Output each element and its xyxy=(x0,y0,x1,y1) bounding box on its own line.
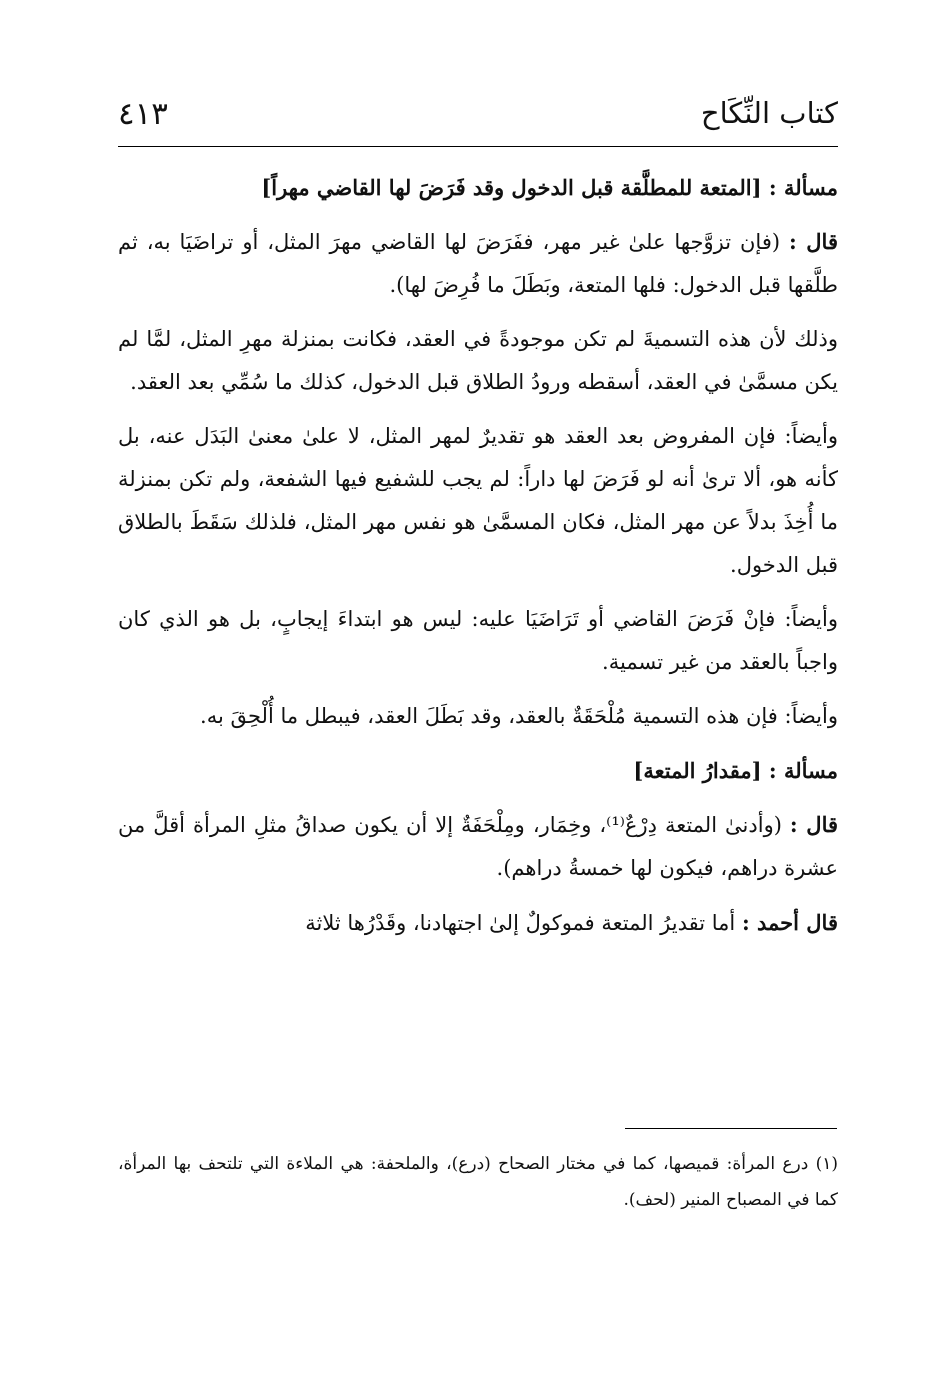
header-divider xyxy=(118,146,838,147)
paragraph-1 xyxy=(118,220,838,307)
paragraph-7 xyxy=(118,901,838,945)
paragraph-4: وأيضاً: فإنْ فَرَضَ القاضي أو تَرَاضَيَا عليه: ليس هو ابتداءَ إيجابٍ، بل هو الذي كان واجباً بالعقد من غير تسمية. xyxy=(118,607,838,674)
paragraph-1-lead: قال : xyxy=(788,229,838,254)
paragraph-1-text: (فإن تزوَّجها علىٰ غير مهر، ففَرَضَ لها القاضي مهرَ المثل، أو تراضَيَا به، ثم طلَّقها قبل الدخول: فلها المتعة، وبَطَلَ ما فُرِضَ لها). xyxy=(118,230,838,297)
paragraph-6-lead: قال : xyxy=(789,812,839,837)
section-heading-2: مسألة : [مقدارُ المتعة] xyxy=(633,758,838,783)
paragraph-6-text: (وأدنىٰ المتعة دِرْعٌ⁽¹⁾، وخِمَار، ومِلْحَفَةٌ إلا أن يكون صداقُ مثلِ المرأة أقلَّ من عشرة دراهم، فيكون لها خمسةُ دراهم). xyxy=(118,813,838,880)
paragraph-7-lead: قال أحمد : xyxy=(741,910,838,935)
footnote-divider xyxy=(625,1128,837,1129)
page-header xyxy=(118,92,838,144)
main-text xyxy=(118,166,838,956)
page-number: ٤١٣ xyxy=(118,96,168,132)
paragraph-3: وأيضاً: فإن المفروض بعد العقد هو تقديرٌ لمهر المثل، لا علىٰ معنىٰ البَدَل عنه، بل كأنه هو، ألا ترىٰ أنه لو فَرَضَ لها داراً: لم يجب للشفيع فيها الشفعة، ولم تكن بمنزلة ما أُخِذَ بدلاً عن مهر المثل، فكان المسمَّىٰ هو نفس مهر المثل، فلذلك سَقَطَ بالطلاق قبل الدخول. xyxy=(118,424,838,577)
paragraph-5: وأيضاً: فإن هذه التسمية مُلْحَقَةٌ بالعقد، وقد بَطَلَ العقد، فيبطل ما أُلْحِقَ به. xyxy=(200,704,838,728)
paragraph-7-text: أما تقديرُ المتعة فموكولٌ إلىٰ اجتهادنا، وقَدْرُها ثلاثة xyxy=(305,911,742,935)
footnote: (١) درع المرأة: قميصها، كما في مختار الصحاح (درع)، والملحفة: هي الملاءة التي تلتحف بها المرأة، كما في المصباح المنير (لحف). xyxy=(118,1154,838,1210)
section-heading-1: مسألة : [المتعة للمطلَّقة قبل الدخول وقد فَرَضَ لها القاضي مهراً] xyxy=(261,175,838,200)
paragraph-6 xyxy=(118,803,838,890)
paragraph-2: وذلك لأن هذه التسميةَ لم تكن موجودةً في العقد، فكانت بمنزلة مهرِ المثل، لمَّا لم يكن مسمَّىٰ في العقد، أسقطه ورودُ الطلاق قبل الدخول، كذلك ما سُمِّي بعد العقد. xyxy=(118,327,838,394)
running-title: كتاب النِّكَاح xyxy=(700,96,838,130)
